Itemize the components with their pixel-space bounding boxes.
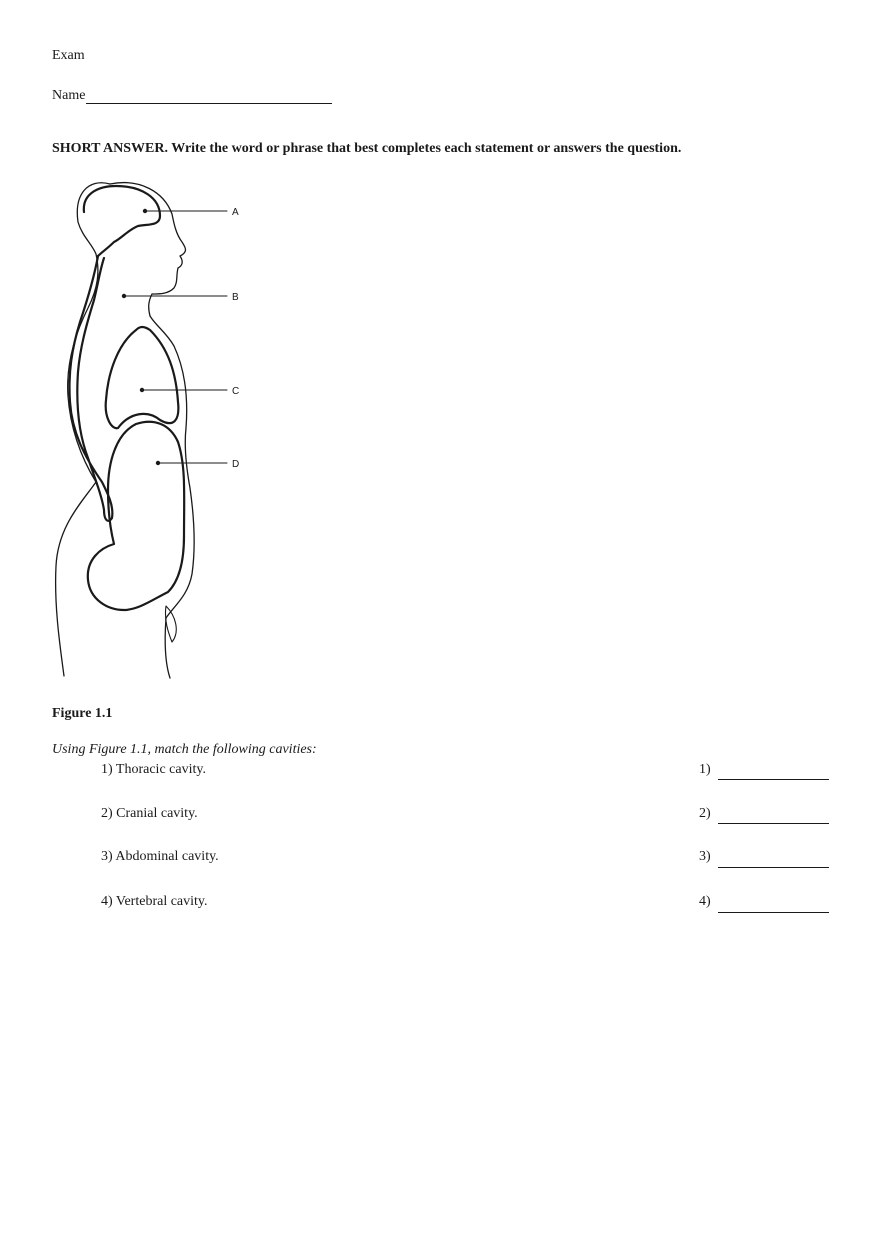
thoracic-cavity bbox=[106, 327, 179, 428]
label-dot-a bbox=[143, 209, 147, 213]
body-cavities-figure bbox=[52, 176, 252, 682]
figure-label-c: C bbox=[232, 386, 240, 397]
question-text: 1) Thoracic cavity. bbox=[101, 762, 206, 777]
question-prompt: Using Figure 1.1, match the following cavities: bbox=[52, 742, 317, 757]
question-text: 4) Vertebral cavity. bbox=[101, 894, 208, 909]
answer-number: 1) bbox=[699, 762, 711, 777]
figure-label-b: B bbox=[232, 292, 239, 303]
name-label: Name bbox=[52, 88, 86, 103]
label-dot-d bbox=[156, 461, 160, 465]
question-text: 3) Abdominal cavity. bbox=[101, 849, 219, 864]
groin-detail bbox=[165, 606, 176, 642]
label-dot-c bbox=[140, 388, 144, 392]
answer-blank[interactable] bbox=[718, 822, 829, 824]
label-dot-b bbox=[122, 294, 126, 298]
figure-label-a: A bbox=[232, 207, 239, 218]
cranial-cavity bbox=[84, 186, 160, 256]
name-field bbox=[52, 88, 332, 104]
question-text: 2) Cranial cavity. bbox=[101, 806, 198, 821]
exam-label: Exam bbox=[52, 48, 85, 63]
figure-caption: Figure 1.1 bbox=[52, 706, 113, 721]
answer-blank[interactable] bbox=[718, 911, 829, 913]
answer-number: 2) bbox=[699, 806, 711, 821]
name-blank-line[interactable] bbox=[86, 89, 332, 104]
body-cavities-diagram bbox=[52, 176, 252, 682]
answer-number: 3) bbox=[699, 849, 711, 864]
answer-blank[interactable] bbox=[718, 778, 829, 780]
answer-blank[interactable] bbox=[718, 866, 829, 868]
abdominal-cavity bbox=[88, 422, 184, 610]
vertebral-cavity bbox=[69, 256, 112, 521]
answer-number: 4) bbox=[699, 894, 711, 909]
figure-label-d: D bbox=[232, 459, 240, 470]
section-instructions: SHORT ANSWER. Write the word or phrase that best completes each statement or answers the question. bbox=[52, 141, 682, 156]
